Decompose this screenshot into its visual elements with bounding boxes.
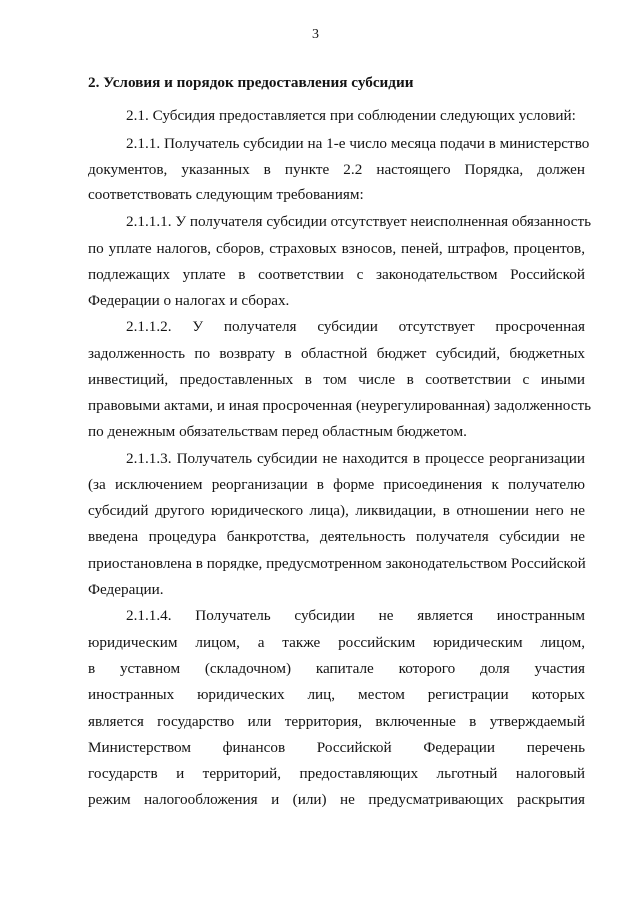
text-line: 2.1.1.2. У получателя субсидии отсутствует просроченная <box>126 318 585 335</box>
text-line: в уставном (складочном) капитале которого доля участия <box>88 660 585 677</box>
text-line: является государство или территория, включенные в утверждаемый <box>88 713 585 730</box>
text-line: 2.1.1. Получатель субсидии на 1-е число месяца подачи в министерство <box>126 135 590 152</box>
text-line: задолженность по возврату в областной бюджет субсидий, бюджетных <box>88 345 585 362</box>
text-line: Федерации о налогах и сборах. <box>88 292 290 309</box>
text-line: Министерством финансов Российской Федерации перечень <box>88 739 585 756</box>
text-line: подлежащих уплате в соответствии с законодательством Российской <box>88 266 585 283</box>
page-number: 3 <box>312 27 319 42</box>
text-line: соответствовать следующим требованиям: <box>88 186 364 203</box>
text-line: юридическим лицом, а также российским юридическим лицом, <box>88 634 585 651</box>
text-line: режим налогообложения и (или) не предусматривающих раскрытия <box>88 791 585 808</box>
text-line: документов, указанных в пункте 2.2 настоящего Порядка, должен <box>88 161 585 178</box>
section-heading: 2. Условия и порядок предоставления субсидии <box>88 74 414 91</box>
text-line: введена процедура банкротства, деятельность получателя субсидии не <box>88 528 585 545</box>
text-line: 2.1.1.1. У получателя субсидии отсутствует неисполненная обязанность <box>126 213 592 230</box>
text-line: 2.1.1.3. Получатель субсидии не находится в процессе реорганизации <box>126 450 585 467</box>
text-line: 2.1. Субсидия предоставляется при соблюдении следующих условий: <box>126 107 576 124</box>
text-line: государств и территорий, предоставляющих льготный налоговый <box>88 765 585 782</box>
text-line: правовыми актами, и иная просроченная (неурегулированная) задолженность <box>88 397 592 414</box>
text-line: Федерации. <box>88 581 164 598</box>
text-line: инвестиций, предоставленных в том числе в соответствии с иными <box>88 371 585 388</box>
text-line: приостановлена в порядке, предусмотренном законодательством Российской <box>88 555 586 572</box>
text-line: 2.1.1.4. Получатель субсидии не является иностранным <box>126 607 585 624</box>
text-line: по денежным обязательствам перед областным бюджетом. <box>88 423 467 440</box>
text-line: (за исключением реорганизации в форме присоединения к получателю <box>88 476 585 493</box>
text-line: иностранных юридических лиц, местом регистрации которых <box>88 686 585 703</box>
text-line: по уплате налогов, сборов, страховых взносов, пеней, штрафов, процентов, <box>88 240 585 257</box>
text-line: субсидий другого юридического лица), ликвидации, в отношении него не <box>88 502 585 519</box>
